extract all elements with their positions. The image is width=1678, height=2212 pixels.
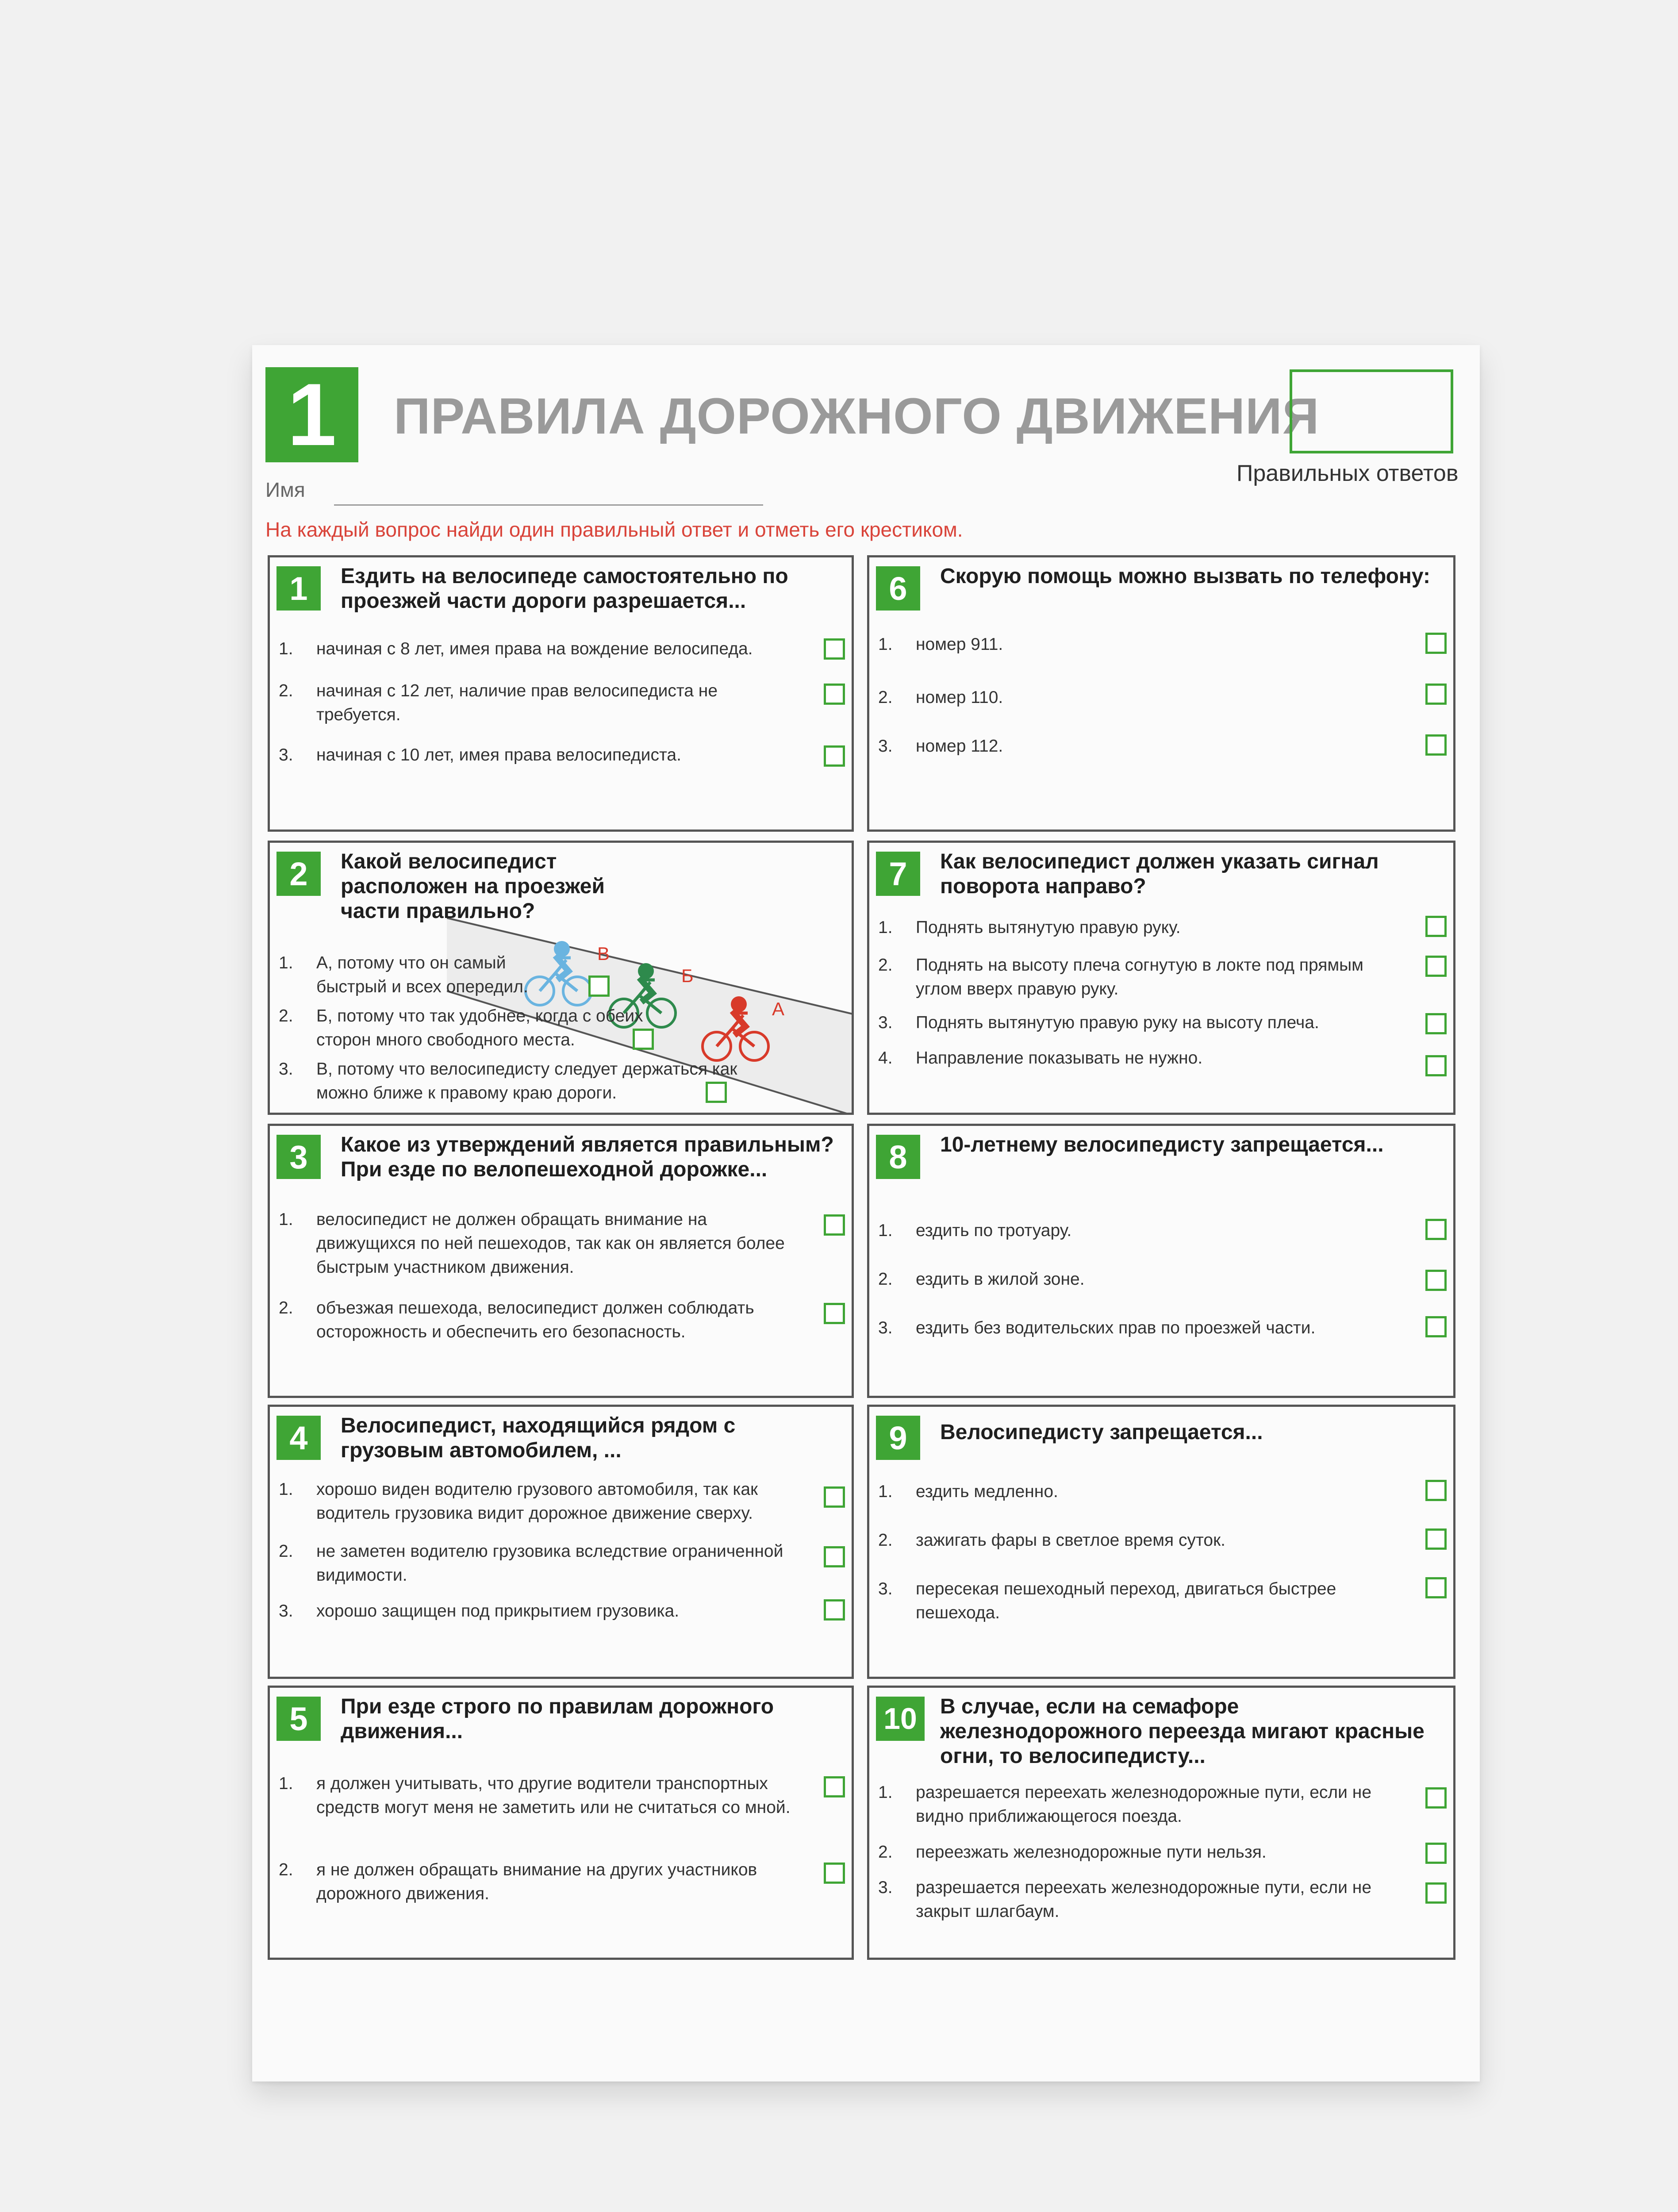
answer: 1. начиная с 8 лет, имея права на вождение велосипеда. [279, 639, 753, 658]
worksheet-number: 1 [265, 367, 358, 462]
answer-checkbox[interactable] [1425, 956, 1447, 977]
question-title: Как велосипедист должен указать сигнал поворота направо? [940, 850, 1379, 898]
answer-checkbox[interactable] [1425, 1528, 1447, 1550]
answer-checkbox[interactable] [1425, 1843, 1447, 1864]
answer: 2. я не должен обращать внимание на других участников дорожного движения. [279, 1860, 757, 1903]
rider-label-a: А [772, 998, 785, 1019]
question-7 [867, 841, 1455, 1115]
answer: 3. начиная с 10 лет, имея права велосипедиста. [279, 745, 681, 764]
question-number: 7 [876, 852, 920, 896]
question-title: 10-летнему велосипедисту запрещается... [940, 1133, 1384, 1156]
question-number: 1 [276, 566, 321, 611]
answer-checkbox[interactable] [824, 684, 845, 705]
question-title: Какой велосипедист расположен на проезжей части правильно? [341, 850, 605, 923]
answer-checkbox[interactable] [824, 1214, 845, 1236]
answer-checkbox[interactable] [824, 1776, 845, 1797]
question-4 [268, 1405, 854, 1679]
question-number: 4 [276, 1416, 321, 1460]
answer: 2. зажигать фары в светлое время суток. [878, 1531, 1226, 1550]
question-number: 9 [876, 1416, 920, 1460]
answer-checkbox[interactable] [824, 638, 845, 660]
page-title: ПРАВИЛА ДОРОЖНОГО ДВИЖЕНИЯ [394, 388, 1320, 445]
answer: 3. ездить без водительских прав по проезжей части. [878, 1318, 1316, 1337]
question-title: При езде строго по правилам дорожного движения... [341, 1695, 774, 1743]
question-title: Скорую помощь можно вызвать по телефону: [940, 565, 1430, 588]
answer: 2. начиная с 12 лет, наличие прав велосипедиста не требуется. [279, 681, 718, 724]
rider-label-v: В [597, 943, 610, 964]
answer-checkbox[interactable] [588, 975, 610, 997]
question-number: 2 [276, 852, 321, 896]
answer: 2. объезжая пешехода, велосипедист должен соблюдать осторожность и обеспечить его безопасность. [279, 1298, 754, 1341]
answer: 1. хорошо виден водителю грузового автомобиля, так как водитель грузовика видит дорожное движение сверху. [279, 1480, 758, 1523]
question-number: 3 [276, 1135, 321, 1179]
answer: 3. Поднять вытянутую правую руку на высоту плеча. [878, 1013, 1319, 1032]
question-2 [268, 841, 854, 1115]
answer: 1. номер 911. [878, 635, 1003, 654]
answer-checkbox[interactable] [824, 1599, 845, 1621]
question-title: Какое из утверждений является правильным? При езде по велопешеходной дорожке... [341, 1133, 834, 1181]
answer-checkbox[interactable] [1425, 633, 1447, 654]
answer: 2. Б, потому что так удобнее, когда с обеих сторон много свободного места. [279, 1006, 643, 1049]
answer: 4. Направление показывать не нужно. [878, 1048, 1203, 1068]
answer-checkbox[interactable] [706, 1082, 727, 1103]
answer-checkbox[interactable] [1425, 1219, 1447, 1240]
answer: 2. Поднять на высоту плеча согнутую в локте под прямым углом вверх правую руку. [878, 956, 1363, 998]
answer: 1. ездить по тротуару. [878, 1221, 1072, 1240]
answer-checkbox[interactable] [1425, 1882, 1447, 1904]
answer-checkbox[interactable] [824, 1303, 845, 1324]
question-3 [268, 1124, 854, 1398]
answer-checkbox[interactable] [1425, 1013, 1447, 1034]
answer: 3. номер 112. [878, 737, 1003, 756]
name-label: Имя [265, 478, 305, 501]
question-1 [268, 555, 854, 832]
answer: 1. А, потому что он самый быстрый и всех опередил. [279, 953, 528, 996]
question-number: 10 [876, 1697, 925, 1741]
answer: 3. пересекая пешеходный переход, двигаться быстрее пешехода. [878, 1579, 1336, 1622]
answer: 1. велосипедист не должен обращать внимание на движущихся по ней пешеходов, так как он является более быстрым участником движения. [279, 1210, 785, 1277]
worksheet [252, 345, 1480, 2081]
question-title: В случае, если на семафоре железнодорожного переезда мигают красные огни, то велосипедисту... [940, 1695, 1425, 1768]
answer: 3. В, потому что велосипедисту следует держаться как можно ближе к правому краю дороги. [279, 1060, 737, 1102]
answer: 3. хорошо защищен под прикрытием грузовика. [279, 1601, 680, 1621]
question-9 [867, 1405, 1455, 1679]
answer-checkbox[interactable] [1425, 684, 1447, 705]
name-field[interactable] [334, 504, 763, 506]
question-number: 6 [876, 566, 920, 611]
instruction: На каждый вопрос найди один правильный ответ и отметь его крестиком. [265, 518, 963, 541]
answer-checkbox[interactable] [1425, 1577, 1447, 1598]
answer-checkbox[interactable] [633, 1029, 654, 1050]
answer-checkbox[interactable] [1425, 1316, 1447, 1337]
answer-checkbox[interactable] [824, 745, 845, 767]
answer-checkbox[interactable] [1425, 1480, 1447, 1501]
rider-label-b: Б [681, 965, 694, 986]
answer-checkbox[interactable] [1425, 1055, 1447, 1076]
answer: 1. я должен учитывать, что другие водители транспортных средств могут меня не заметить или не считаться со мной. [279, 1774, 791, 1817]
question-8 [867, 1124, 1455, 1398]
answer-checkbox[interactable] [1425, 916, 1447, 937]
answer: 1. разрешается переехать железнодорожные пути, если не видно приближающегося поезда. [878, 1783, 1372, 1826]
question-10 [867, 1686, 1455, 1960]
question-5 [268, 1686, 854, 1960]
answer: 2. не заметен водителю грузовика вследствие ограниченной видимости. [279, 1542, 783, 1585]
answer-checkbox[interactable] [1425, 734, 1447, 756]
question-title: Велосипедист, находящийся рядом с грузовым автомобилем, ... [341, 1414, 736, 1462]
answer-checkbox[interactable] [824, 1863, 845, 1884]
question-title: Велосипедисту запрещается... [940, 1421, 1263, 1444]
answer: 2. ездить в жилой зоне. [878, 1270, 1085, 1289]
score-label: Правильных ответов [1236, 461, 1459, 486]
answer-checkbox[interactable] [1425, 1270, 1447, 1291]
answer-checkbox[interactable] [824, 1546, 845, 1567]
question-number: 5 [276, 1697, 321, 1741]
score-box[interactable] [1290, 369, 1453, 453]
answer-checkbox[interactable] [824, 1486, 845, 1508]
answer: 1. ездить медленно. [878, 1482, 1058, 1501]
question-title: Ездить на велосипеде самостоятельно по проезжей части дороги разрешается... [341, 565, 788, 613]
answer: 3. разрешается переехать железнодорожные пути, если не закрыт шлагбаум. [878, 1878, 1372, 1921]
question-6 [867, 555, 1455, 832]
answer: 2. переезжать железнодорожные пути нельзя. [878, 1843, 1267, 1862]
question-number: 8 [876, 1135, 920, 1179]
answer: 2. номер 110. [878, 688, 1003, 707]
answer: 1. Поднять вытянутую правую руку. [878, 918, 1181, 937]
answer-checkbox[interactable] [1425, 1787, 1447, 1809]
